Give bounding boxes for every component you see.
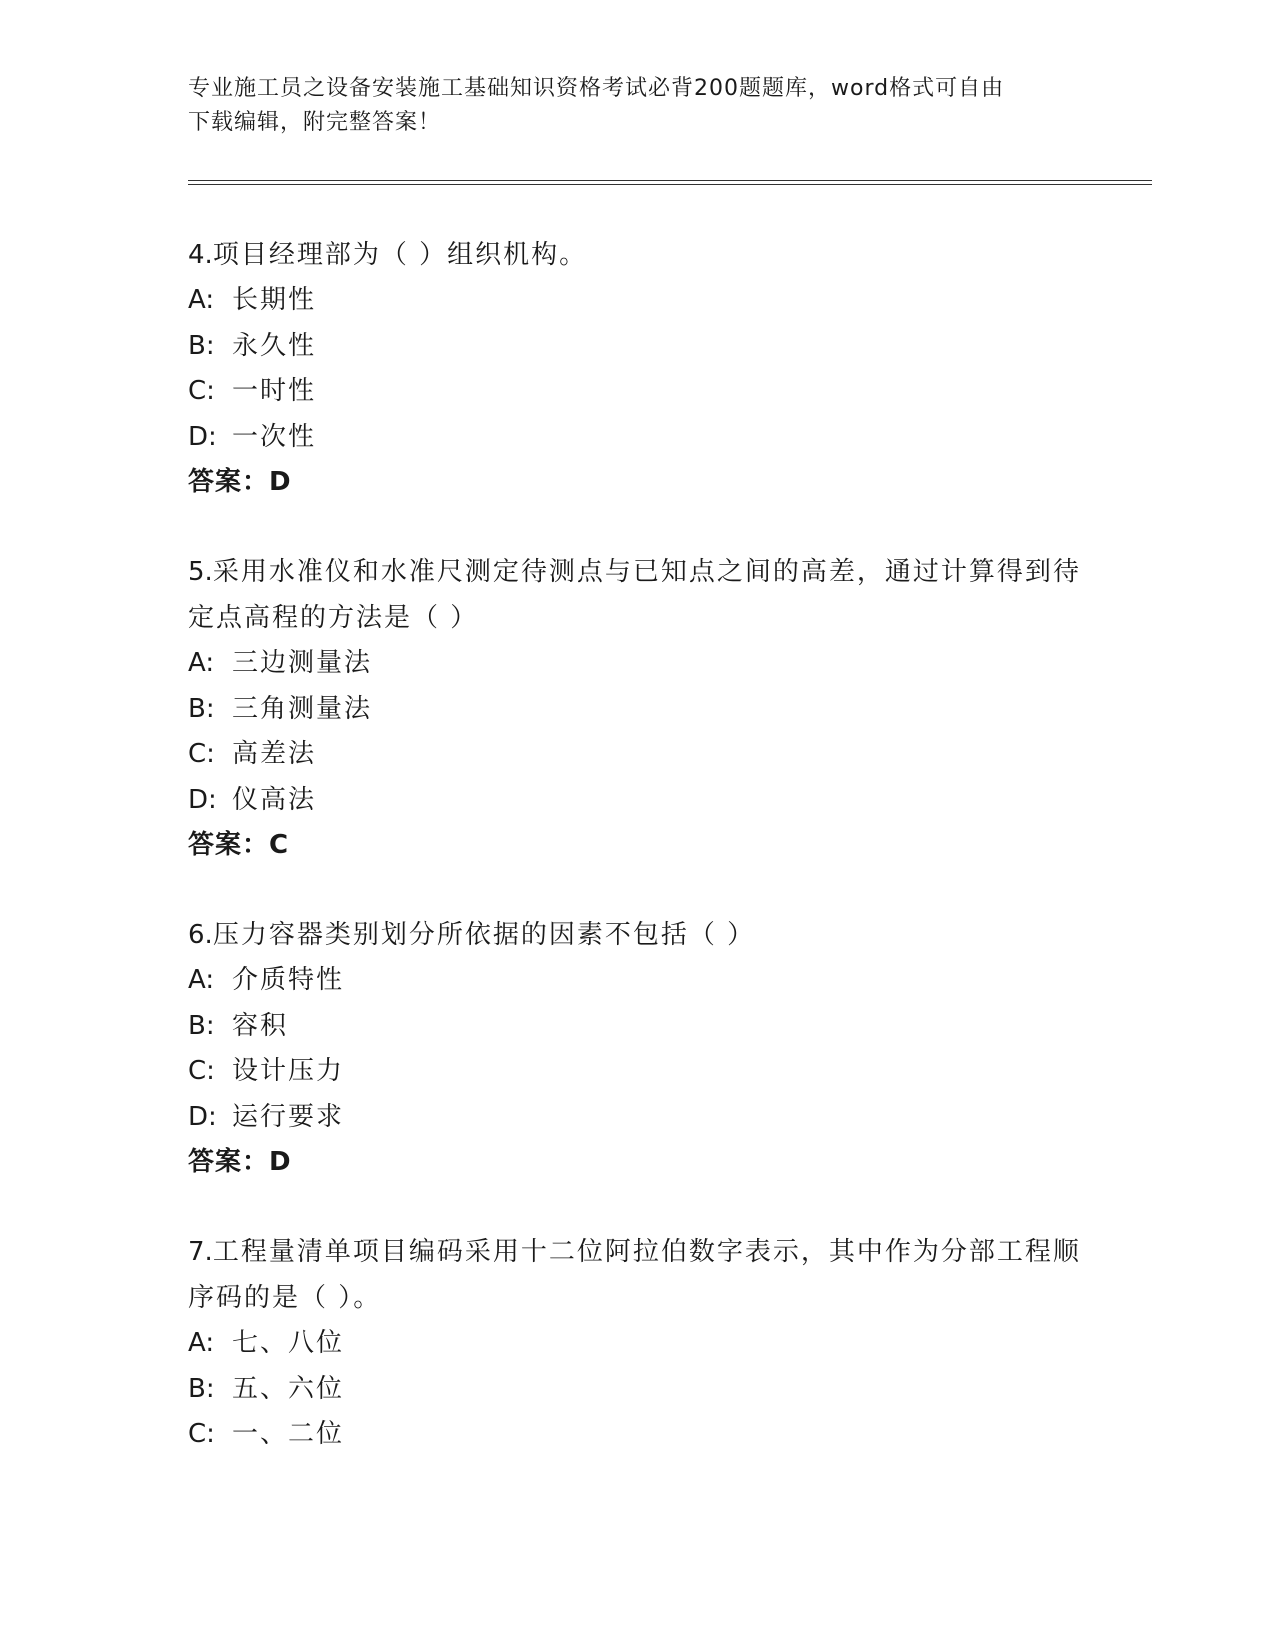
document-header (188, 72, 1088, 140)
option-text: 三角测量法 (232, 693, 373, 724)
option-text: 仪高法 (232, 784, 317, 815)
answer-option (188, 324, 1088, 370)
option-letter: C: (188, 376, 215, 406)
header-line-2: 下载编辑，附完整答案！ (188, 110, 442, 135)
option-text: 设计压力 (232, 1056, 345, 1086)
answer-key: 答案：D (188, 467, 292, 497)
question-stem (188, 912, 1088, 958)
answer-option (188, 1095, 1088, 1141)
option-text: 一时性 (232, 376, 317, 406)
question-number: 6. (188, 920, 213, 950)
option-letter: A: (188, 965, 215, 995)
option-text: 七、八位 (232, 1328, 345, 1358)
answer-key: 答案：C (188, 830, 290, 860)
question-list (188, 232, 1088, 1502)
option-text: 五、六位 (232, 1373, 345, 1404)
question-block (188, 912, 1088, 1185)
question-block (188, 549, 1088, 868)
option-text: 容积 (232, 1010, 289, 1041)
option-text: 长期性 (232, 285, 317, 315)
answer-option (188, 778, 1088, 824)
answer-option (188, 958, 1088, 1004)
option-letter: D: (188, 421, 217, 452)
option-text: 一次性 (232, 421, 317, 452)
answer-option (188, 1367, 1088, 1413)
question-number: 4. (188, 240, 213, 270)
option-letter: B: (188, 1373, 215, 1404)
question-stem (188, 232, 1088, 278)
question-stem (188, 1229, 1088, 1321)
option-text: 三边测量法 (232, 648, 373, 678)
option-letter: C: (188, 1419, 215, 1449)
option-letter: B: (188, 693, 215, 724)
question-block (188, 1229, 1088, 1458)
answer-option (188, 415, 1088, 461)
question-number: 5. (188, 557, 213, 587)
option-text: 高差法 (232, 739, 317, 769)
option-text: 运行要求 (232, 1101, 345, 1132)
question-text: 项目经理部为（ ）组织机构。 (212, 240, 588, 270)
question-block (188, 232, 1088, 505)
header-divider (188, 180, 1152, 185)
question-stem (188, 549, 1088, 641)
option-letter: A: (188, 648, 215, 678)
question-number: 7. (188, 1237, 213, 1267)
question-text: 压力容器类别划分所依据的因素不包括（ ） (212, 920, 756, 950)
option-text: 介质特性 (232, 965, 345, 995)
option-letter: C: (188, 1056, 215, 1086)
answer-option (188, 732, 1088, 778)
answer-key: 答案：D (188, 1147, 292, 1177)
answer-option (188, 369, 1088, 415)
answer-option (188, 1321, 1088, 1367)
question-text: 采用水准仪和水准尺测定待测点与已知点之间的高差，通过计算得到待定点高程的方法是（ ） (188, 557, 1081, 633)
answer-option (188, 278, 1088, 324)
option-text: 永久性 (232, 330, 317, 361)
option-letter: D: (188, 784, 217, 815)
option-letter: C: (188, 739, 215, 769)
question-text: 工程量清单项目编码采用十二位阿拉伯数字表示，其中作为分部工程顺序码的是（ ）。 (188, 1237, 1081, 1313)
header-line-1: 专业施工员之设备安装施工基础知识资格考试必背200题题库，word格式可自由 (188, 76, 1005, 101)
option-letter: B: (188, 330, 215, 361)
option-letter: A: (188, 1328, 215, 1358)
option-letter: B: (188, 1010, 215, 1041)
answer-option (188, 641, 1088, 687)
option-text: 一、二位 (232, 1419, 345, 1449)
option-letter: A: (188, 285, 215, 315)
answer-option (188, 1412, 1088, 1458)
answer-option (188, 687, 1088, 733)
answer-option (188, 1004, 1088, 1050)
option-letter: D: (188, 1101, 217, 1132)
answer-option (188, 1049, 1088, 1095)
